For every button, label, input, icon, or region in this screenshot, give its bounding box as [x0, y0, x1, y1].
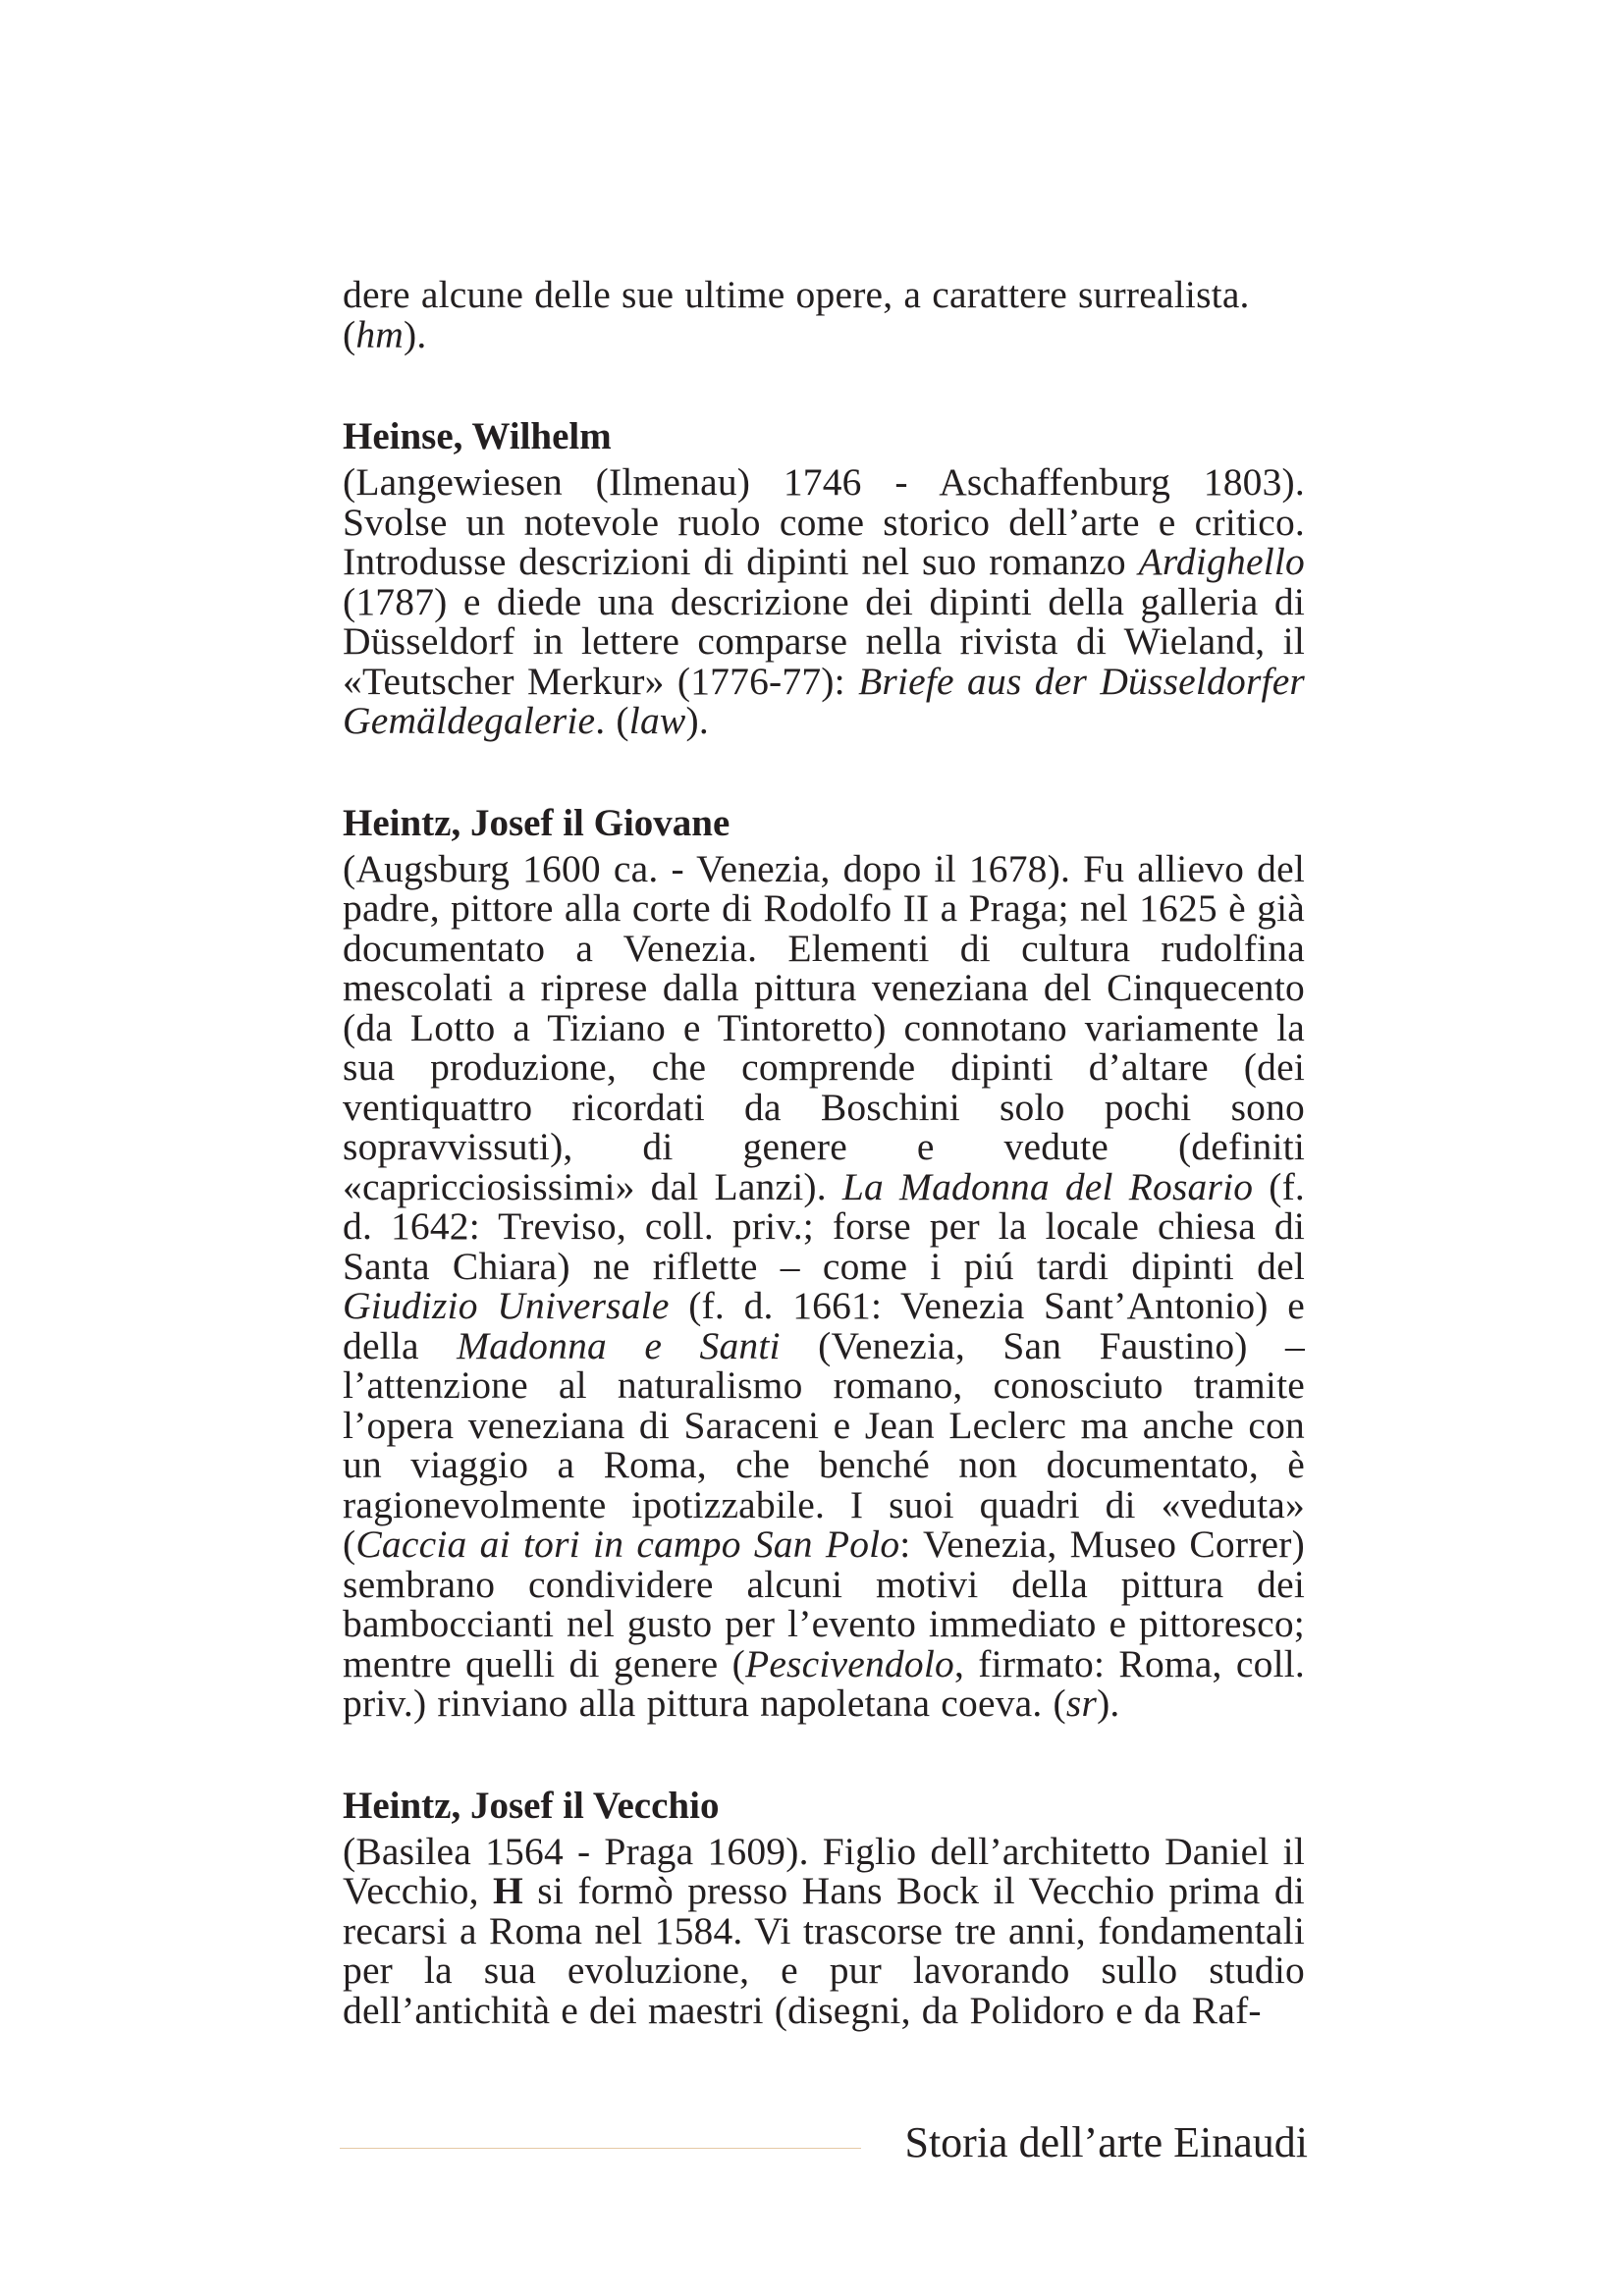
work-title: La Madonna del Rosario [841, 1164, 1254, 1208]
footer-title: Storia dell’arte Einaudi [904, 2118, 1308, 2166]
footer-rule [340, 2148, 861, 2149]
work-title: Pescivendolo [744, 1641, 954, 1685]
author-signature: hm [355, 312, 405, 356]
entry-body: (Augsburg 1600 ca. - Venezia, dopo il 1678). Fu allievo del padre, pittore alla corte di Rodolfo II a Praga; nel 1625 è già documentato a Venezia. Elementi di cultura rudolfina mescolati a riprese dalla pittura veneziana del Cinquecento (da Lotto a Tiziano e Tintoretto) connotano variamente la sua produzione, che comprende dipinti d’altare (dei ventiquattro ricordati da Boschini solo pochi sono sopravvissuti), di genere e vedute (definiti «capricciosissimi» dal Lanzi). La Madonna del Rosario (f. d. 1642: Treviso, coll. priv.; forse per la locale chiesa di Santa Chiara) ne riflette – come i piú tardi dipinti del Giudizio Universale (f. d. 1661: Venezia Sant’Antonio) e della Madonna e Santi (Venezia, San Faustino) – l’attenzione al naturalismo romano, conosciuto tramite l’opera veneziana di Saraceni e Jean Leclerc ma anche con un viaggio a Roma, che benché non documentato, è ragionevolmente ipotizzabile. I suoi quadri di «veduta» (Caccia ai tori in campo San Polo: Venezia, Museo Correr) sembrano condividere alcuni motivi della pittura dei bamboccianti nel gusto per l’evento immediato e pittoresco; mentre quelli di genere (Pescivendolo, firmato: Roma, coll. priv.) rinviano alla pittura napoletana coeva. (sr). [343, 846, 1306, 1725]
work-title: Madonna e Santi [457, 1323, 781, 1367]
continuation-text: dere alcune delle sue ultime opere, a carattere surrealista. [343, 273, 1250, 316]
entry-heinse-wilhelm [343, 415, 1305, 741]
continuation-paragraph: dere alcune delle sue ultime opere, a carattere surrealista. (hm). [343, 273, 1250, 356]
entry-heintz-vecchio [343, 1785, 1305, 2031]
entry-body: (Basilea 1564 - Praga 1609). Figlio dell’architetto Daniel il Vecchio, H si formò presso Hans Bock il Vecchio prima di recarsi a Roma nel 1584. Vi trascorse tre anni, fondamentali per la sua evoluzione, e pur lavorando sullo studio dell’antichità e dei maestri (disegni, da Polidoro e da Raf- [343, 1829, 1305, 2032]
entry-heintz-giovane [343, 802, 1305, 1724]
work-title: Giudizio Universale [343, 1284, 670, 1327]
entry-heading: Heintz, Josef il Vecchio [343, 1784, 720, 1827]
work-title: Briefe aus der Düsseldorfer Gemäldegalerie [343, 659, 1305, 742]
entry-body: (Langewiesen (Ilmenau) 1746 - Aschaffenburg 1803). Svolse un notevole ruolo come storico dell’arte e critico. Introdusse descrizioni di dipinti nel suo romanzo Ardighello (1787) e diede una descrizione dei dipinti della galleria di Düsseldorf in lettere comparse nella rivista di Wieland, il «Teutscher Merkur» (1776-77): Briefe aus der Düsseldorfer Gemäldegalerie. (law). [343, 460, 1305, 742]
work-title: Ardighello [1138, 540, 1305, 583]
subject-abbreviation: H [493, 1869, 523, 1912]
author-signature: law [628, 699, 686, 742]
entry-heading: Heintz, Josef il Giovane [343, 801, 730, 844]
page-footer [340, 2118, 1308, 2167]
entry-heading: Heinse, Wilhelm [343, 415, 612, 457]
page-content [343, 275, 1305, 2030]
author-signature: sr [1065, 1682, 1098, 1725]
work-title: Caccia ai tori in campo San Polo [355, 1522, 900, 1566]
